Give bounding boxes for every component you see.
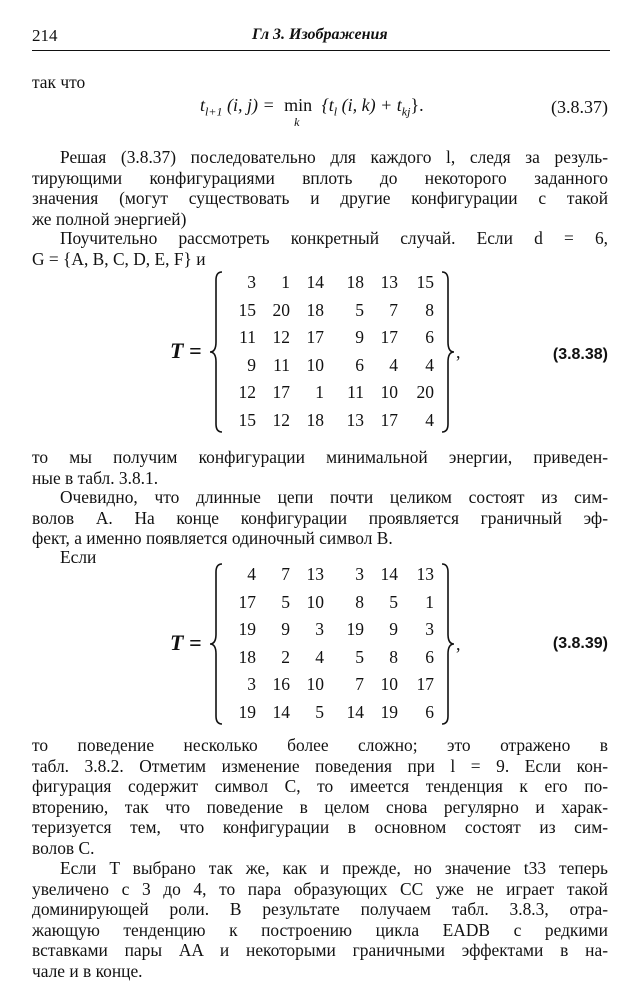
eq-rhs-sub2: kj	[401, 104, 411, 119]
page-number: 214	[32, 26, 58, 45]
matrix-cell: 17	[416, 674, 434, 694]
paragraph-example	[32, 228, 608, 269]
matrix-cell: 15	[238, 299, 256, 320]
equation-number-3-8-39: (3.8.39)	[552, 635, 608, 652]
text-line: тирующими конфигурациями вплоть до некоторого заданного	[32, 167, 608, 188]
matrix-cell: 20	[416, 382, 434, 402]
matrix-cell: 10	[306, 354, 324, 375]
right-brace-icon	[440, 268, 456, 436]
eq-lhs: t	[200, 95, 206, 115]
matrix-cell: 3	[425, 619, 434, 639]
matrix-cell: 6	[355, 354, 364, 375]
matrix-cell: 17	[306, 327, 324, 347]
matrix-cell: 11	[239, 327, 256, 347]
text-line: Поучительно рассмотреть конкретный случай. Если d = 6,	[60, 228, 608, 248]
header-rule	[32, 50, 610, 51]
matrix-cell: 17	[238, 591, 256, 612]
matrix-cell: 18	[238, 646, 256, 667]
matrix-cell: 3	[247, 674, 256, 694]
text-line: табл. 3.8.2. Отметим изменение поведения при l = 9. Если кон-	[32, 755, 608, 776]
matrix-cell: 6	[425, 701, 434, 722]
matrix-cell: 1	[315, 382, 324, 402]
matrix-cell: 7	[281, 564, 290, 584]
eq-lhs-sub: l+1	[205, 104, 223, 119]
matrix-cell: 13	[306, 564, 324, 584]
text-line: фигурация содержит символ C, то имеется тенденция к его по-	[32, 776, 608, 797]
text-line: Решая (3.8.37) последовательно для каждого l, следя за резуль-	[60, 147, 608, 167]
matrix-cell: 3	[355, 564, 364, 584]
matrix-cell: 7	[389, 299, 398, 320]
matrix-cell: 14	[272, 701, 290, 722]
text-line: чале и в конце.	[32, 960, 143, 981]
right-brace-icon	[440, 560, 456, 728]
text-line: волов A. На конце конфигурации проявляется граничный эф-	[32, 507, 608, 528]
eq-rhs-open: {t	[317, 95, 334, 115]
matrix-cell: 5	[355, 299, 364, 320]
matrix-cell: 9	[355, 327, 364, 347]
matrix-cell: 8	[425, 299, 434, 320]
paragraph-modified	[32, 858, 608, 982]
matrix-cell: 17	[272, 382, 290, 402]
matrix-cell: 14	[306, 272, 324, 292]
matrix-cell: 12	[272, 409, 290, 430]
paragraph-observation	[32, 487, 608, 549]
matrix-cell: 13	[416, 564, 434, 584]
matrix-cell: 8	[389, 646, 398, 667]
paragraph-behavior	[32, 735, 608, 859]
matrix-label: T =	[170, 338, 202, 363]
text-line: Очевидно, что длинные цепи почти целиком состоят из сим-	[60, 487, 608, 507]
matrix-cell: 1	[281, 272, 290, 292]
matrix-cell: 6	[425, 646, 434, 667]
text-line: Если	[60, 547, 97, 567]
text-line: фект, а именно появляется одиночный символ B.	[32, 528, 393, 549]
matrix-cell: 10	[306, 674, 324, 694]
text-line: Если T выбрано так же, как и прежде, но значение t33 теперь	[60, 858, 608, 878]
matrix-cell: 5	[389, 591, 398, 612]
matrix-cell: 18	[306, 299, 324, 320]
text-line: жающую тенденцию к построению цикла EADB с редкими	[32, 919, 608, 940]
running-title: Гл 3. Изображения	[252, 26, 388, 43]
text-line: значения (могут существовать и другие конфигурации с такой	[32, 188, 608, 209]
matrix-cell: 14	[346, 701, 364, 722]
text-line: то мы получим конфигурации минимальной энергии, приведен-	[32, 447, 608, 467]
matrix-cell: 11	[273, 354, 290, 375]
equation-number-3-8-38: (3.8.38)	[552, 346, 608, 363]
paragraph-intro	[32, 72, 608, 93]
matrix-cell: 13	[346, 409, 364, 430]
paragraph-result	[32, 447, 608, 488]
matrix-cell: 18	[346, 272, 364, 292]
text-line: вставками пары AA и некоторыми граничными эффектами в на-	[32, 940, 608, 961]
matrix-cell: 4	[389, 354, 398, 375]
matrix-3-8-38: T = , 3 1 14 18 13 15 15 20 18 5 7 8 11 12 17 9 17 6 9 11 10 6 4 4 12 17 1 11 10 20 15 12 18 13 17 4	[170, 268, 470, 436]
matrix-cell: 19	[380, 701, 398, 722]
text-line: то поведение несколько более сложно; это отражено в	[32, 735, 608, 755]
eq-rhs-sub1: l	[333, 104, 338, 119]
equation-3-8-37	[200, 95, 424, 129]
equation-number-3-8-37: (3.8.37)	[551, 97, 608, 117]
text-line: доминирующей роли. В результате получаем табл. 3.8.3, отра-	[32, 899, 608, 920]
matrix-cell: 3	[315, 619, 324, 639]
matrix-cell: 2	[281, 646, 290, 667]
matrix-cell: 4	[425, 409, 434, 430]
eq-min-sub: k	[294, 115, 300, 129]
text-line: же полной энергией)	[32, 208, 187, 229]
text-line: G = {A, B, C, D, E, F} и	[32, 248, 206, 269]
text-line: увеличено с 3 до 4, то пара образующих CC уже не играет такой	[32, 878, 608, 899]
left-brace-icon	[208, 560, 224, 728]
matrix-3-8-39: T = , 4 7 13 3 14 13 17 5 10 8 5 1 19 9 3 19 9 3 18 2 4 5 8 6 3 16 10 7 10 17 19 14 5 14 19 6	[170, 560, 470, 728]
text-line: так что	[32, 72, 86, 92]
matrix-cell: 13	[380, 272, 398, 292]
eq-rhs-mid: (i, k) + t	[337, 95, 402, 115]
matrix-cell: 19	[238, 701, 256, 722]
matrix-cell: 19	[346, 619, 364, 639]
matrix-label: T =	[170, 630, 202, 655]
matrix-cell: 10	[306, 591, 324, 612]
matrix-cell: 4	[247, 564, 256, 584]
eq-lhs-args: (i, j) =	[222, 95, 280, 115]
matrix-cell: 14	[380, 564, 398, 584]
matrix-cell: 12	[238, 382, 256, 402]
eq-rhs-end: }.	[410, 95, 424, 115]
matrix-cell: 9	[281, 619, 290, 639]
eq-min: min	[284, 95, 313, 115]
text-line: ные в табл. 3.8.1.	[32, 467, 159, 488]
page-header	[32, 26, 610, 46]
matrix-cell: 10	[380, 674, 398, 694]
matrix-cell: 7	[355, 674, 364, 694]
matrix-cell: 17	[380, 409, 398, 430]
matrix-cell: 12	[272, 327, 290, 347]
matrix-cell: 17	[380, 327, 398, 347]
text-line: вторению, так что поведение в целом снова регулярно и харак-	[32, 796, 608, 817]
matrix-cell: 15	[238, 409, 256, 430]
matrix-cell: 4	[425, 354, 434, 375]
matrix-cell: 8	[355, 591, 364, 612]
matrix-cell: 20	[272, 299, 290, 320]
matrix-cell: 19	[238, 619, 256, 639]
matrix-cell: 9	[389, 619, 398, 639]
matrix-cell: 16	[272, 674, 290, 694]
left-brace-icon	[208, 268, 224, 436]
matrix-cell: 9	[247, 354, 256, 375]
text-line: волов C.	[32, 837, 95, 858]
matrix-cell: 5	[315, 701, 324, 722]
text-line: теризуется тем, что конфигурации в основном состоят из сим-	[32, 817, 608, 838]
matrix-cell: 6	[425, 327, 434, 347]
matrix-cell: 1	[425, 591, 434, 612]
paragraph-solving	[32, 147, 608, 229]
matrix-cell: 10	[380, 382, 398, 402]
matrix-cell: 11	[347, 382, 364, 402]
matrix-cell: 5	[355, 646, 364, 667]
matrix-cell: 18	[306, 409, 324, 430]
matrix-cell: 5	[281, 591, 290, 612]
matrix-cell: 15	[416, 272, 434, 292]
matrix-cell: 4	[315, 646, 324, 667]
matrix-cell: 3	[247, 272, 256, 292]
